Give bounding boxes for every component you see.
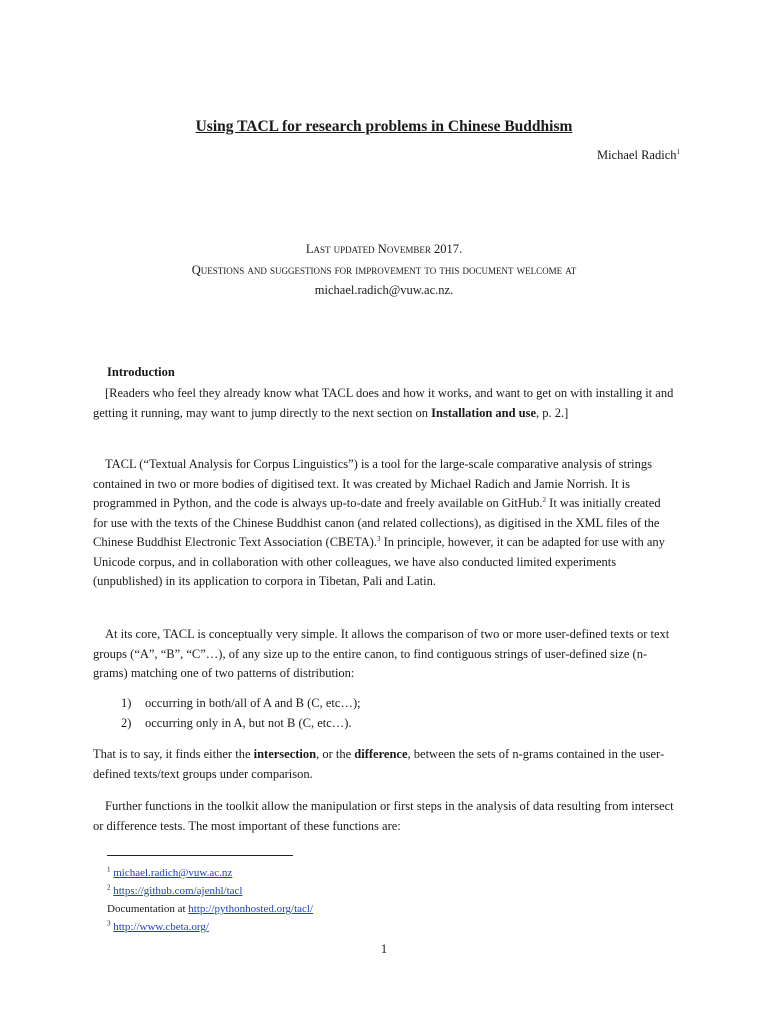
section-heading: Introduction bbox=[107, 365, 175, 379]
footnote-number: 3 bbox=[107, 919, 111, 928]
text-run: , between the sets of n-grams contained in the user-defined texts/text groups under comparison. bbox=[93, 747, 665, 781]
bold-term: intersection bbox=[253, 747, 317, 761]
footnote-ref[interactable]: 3 bbox=[376, 534, 381, 543]
footnote-divider bbox=[107, 855, 293, 856]
text-run: It was initially created for use with the texts of the Chinese Buddhist canon (and related collections), as digitised in the XML files of the Chinese Buddhist Electronic Text Association (CBETA). bbox=[93, 496, 661, 549]
paragraph-tacl-description bbox=[93, 455, 678, 592]
footnote bbox=[107, 882, 313, 900]
list-number: 2) bbox=[121, 716, 132, 730]
text-run: , p. 2.] bbox=[536, 405, 569, 420]
list-number: 1) bbox=[121, 696, 132, 710]
footnote-link[interactable]: https://github.com/ajenhl/tacl bbox=[113, 885, 243, 897]
distribution-list bbox=[121, 693, 361, 733]
contact-email: michael.radich@vuw.ac.nz. bbox=[314, 283, 454, 297]
text-run: [Readers who feel they already know what TACL does and how it works, and want to get on with installing it and getting it running, may want to jump directly to the next section on bbox=[93, 386, 674, 420]
paragraph-core-concept: At its core, TACL is conceptually very simple. It allows the comparison of two or more user-defined texts or text groups (“A”, “B”, “C”…), of any size up to the entire canon, to find contiguous strings of user-defined size (n-grams) matching one of two patterns of distribution: bbox=[93, 627, 670, 680]
author-line bbox=[597, 148, 680, 163]
footnotes bbox=[107, 864, 313, 936]
text-run: That is to say, it finds either the bbox=[93, 747, 254, 761]
footnote bbox=[107, 900, 313, 918]
footnote-link[interactable]: http://www.cbeta.org/ bbox=[113, 921, 209, 933]
last-updated: Last updated November 2017. bbox=[305, 242, 463, 256]
text-run: In principle, however, it can be adapted for use with any Unicode corpus, and in collaboration with other colleagues, we have also conducted limited experiments (unpublished) in its application to corpora in Tibetan, Pali and Latin. bbox=[93, 535, 665, 588]
list-text: occurring in both/all of A and B (C, etc…); bbox=[145, 696, 361, 710]
list-item bbox=[121, 693, 361, 713]
questions-note: Questions and suggestions for improvement to this document welcome at bbox=[191, 263, 577, 277]
list-item bbox=[121, 713, 361, 733]
footnote-link[interactable]: michael.radich@vuw.ac.nz bbox=[113, 867, 233, 879]
paragraph-further-functions: Further functions in the toolkit allow the manipulation or first steps in the analysis of data resulting from intersect or difference tests. The most important of these functions are: bbox=[93, 799, 674, 833]
author-name: Michael Radich bbox=[597, 148, 677, 162]
paragraph-intersection-difference bbox=[93, 745, 678, 784]
footnote bbox=[107, 864, 313, 882]
footnote-number: 1 bbox=[107, 865, 111, 874]
page-number: 1 bbox=[380, 942, 388, 956]
list-text: occurring only in A, but not B (C, etc…). bbox=[145, 716, 352, 730]
text-run: TACL (“Textual Analysis for Corpus Linguistics”) is a tool for the large-scale comparative analysis of strings contained in two or more bodies of digitised text. It was created by Michael Radich and Jamie Norrish. It is programmed in Python, and the code is always up-to-date and freely available on GitHub. bbox=[93, 457, 652, 510]
document-title: Using TACL for research problems in Chinese Buddhism bbox=[195, 118, 573, 135]
text-run: , or the bbox=[316, 747, 355, 761]
footnote-ref[interactable]: 2 bbox=[542, 495, 547, 504]
footnote-ref[interactable]: 1 bbox=[676, 147, 680, 156]
footnote-link[interactable]: http://pythonhosted.org/tacl/ bbox=[188, 903, 314, 915]
footnote bbox=[107, 918, 313, 936]
footnote-number: 2 bbox=[107, 883, 111, 892]
bold-term: difference bbox=[354, 747, 408, 761]
footnote-text: Documentation at bbox=[107, 903, 189, 915]
section-link-text: Installation and use bbox=[431, 405, 537, 420]
paragraph-reader-note bbox=[93, 384, 678, 423]
